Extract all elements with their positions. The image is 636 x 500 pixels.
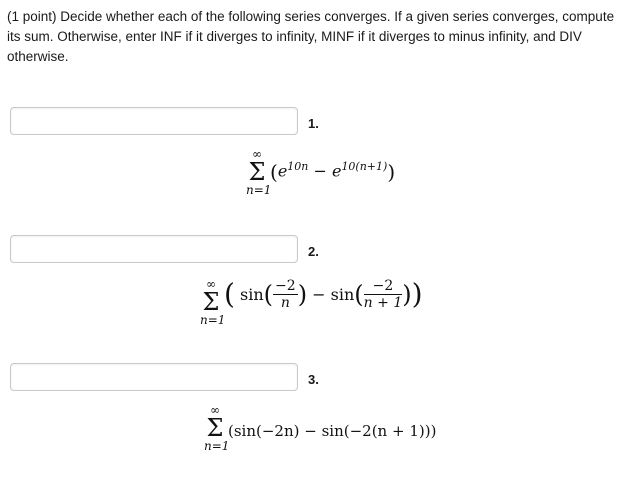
- summation-symbol: ∞ Σ n=1: [246, 147, 272, 197]
- series-2: [200, 278, 440, 338]
- series-1-term: $(e^{10n} - e^{10(n+1)})$: [270, 160, 396, 184]
- answer-input-2[interactable]: [10, 235, 298, 263]
- summation-symbol: ∞ Σ n=1: [204, 403, 230, 453]
- question-number-1: 1.: [308, 116, 319, 131]
- answer-input-1[interactable]: [10, 107, 298, 135]
- problem-intro: (1 point) Decide whether each of the following series converges. If a given series converges, compute its sum. Otherwise, enter INF if it diverges to infinity, MINF if it diverges to minus infinity, and DIV otherwise.: [7, 9, 615, 64]
- series-2-term: ( sin( $\frac{-2}{n}$ ) − sin( $\frac{-2}{n + 1}$ )): [224, 277, 423, 311]
- summation-symbol: ∞ Σ n=1: [200, 277, 226, 327]
- series-3-term: (sin(−2n) − sin(−2(n + 1))): [228, 422, 437, 440]
- question-number-3: 3.: [308, 372, 319, 387]
- answer-input-3[interactable]: [10, 363, 298, 391]
- fraction-1: $\frac{-2}{n}$: [275, 278, 296, 311]
- fraction-2: $\frac{-2}{n + 1}$: [363, 278, 403, 311]
- question-number-2: 2.: [308, 244, 319, 259]
